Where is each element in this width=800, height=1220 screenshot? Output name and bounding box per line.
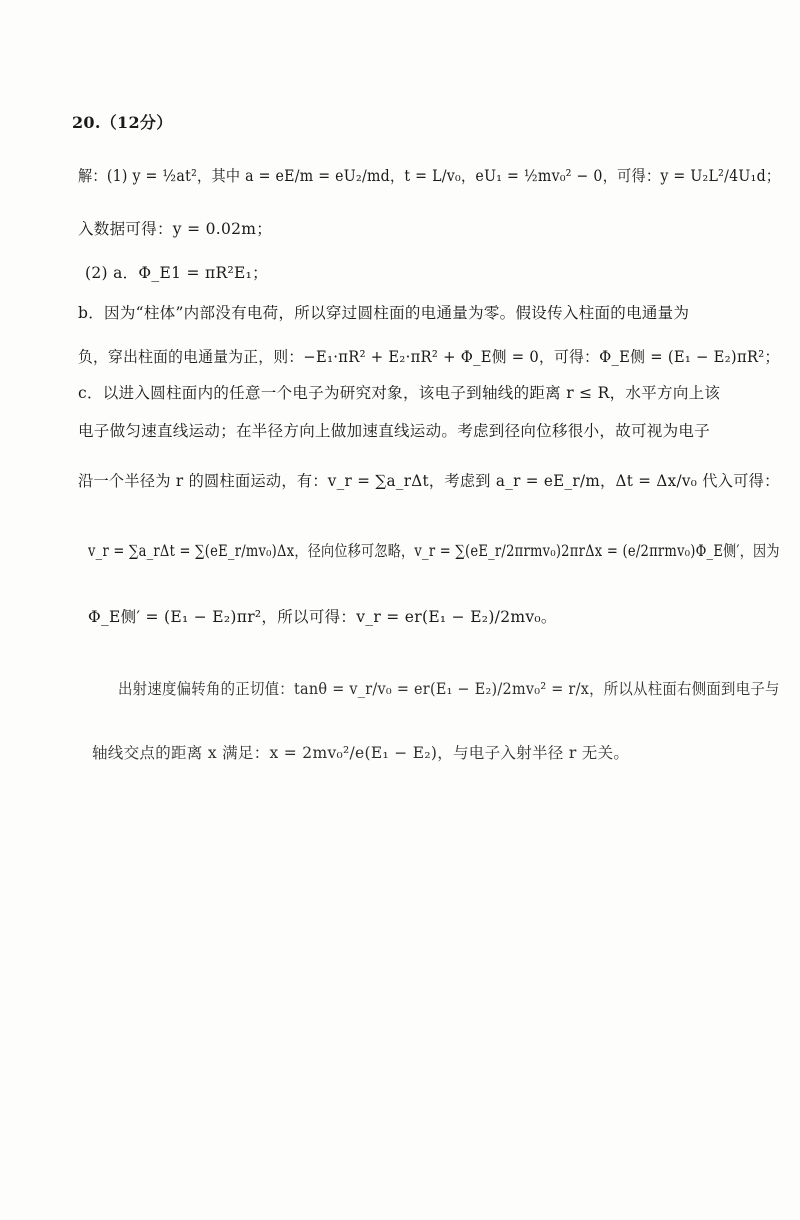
solution-part2c-line-4: v_r = ∑a_rΔt = ∑(eE_r/mv₀)Δx，径向位移可忽略，v_r = ∑(eE_r/2πrmv₀)2πrΔx = (e/2πrmv₀)Φ_E侧′，因为 — [88, 542, 780, 560]
solution-part2c-line-7: 轴线交点的距离 x 满足：x = 2mv₀²/e(E₁ − E₂)，与电子入射半径 r 无关。 — [92, 744, 630, 762]
solution-part2c-line-5: Φ_E侧′ = (E₁ − E₂)πr²，所以可得：v_r = er(E₁ − E₂)/2mv₀。 — [88, 608, 557, 626]
solution-part1-line: 解：(1) y = ½at²，其中 a = eE/m = eU₂/md，t = L/v₀，eU₁ = ½mv₀² − 0，可得：y = U₂L²/4U₁d； — [78, 167, 781, 185]
solution-part2b-line-2: 负，穿出柱面的电通量为正，则：−E₁·πR² + E₂·πR² + Φ_E侧 = 0，可得：Φ_E侧 = (E₁ − E₂)πR²； — [78, 348, 780, 366]
solution-part2c-line-3: 沿一个半径为 r 的圆柱面运动，有：v_r = ∑a_rΔt，考虑到 a_r = eE_r/m，Δt = Δx/v₀ 代入可得： — [78, 472, 780, 490]
solution-part2b-line-1: b．因为“柱体”内部没有电荷，所以穿过圆柱面的电通量为零。假设传入柱面的电通量为 — [78, 304, 690, 322]
solution-part2a-line: (2) a．Φ_E1 = πR²E₁； — [85, 264, 268, 282]
solution-part2c-line-2: 电子做匀速直线运动；在半径方向上做加速直线运动。考虑到径向位移很小，故可视为电子 — [78, 422, 711, 440]
solution-part2c-line-1: c．以进入圆柱面内的任意一个电子为研究对象，该电子到轴线的距离 r ≤ R，水平方向上该 — [78, 384, 721, 402]
solution-part2c-line-6: 出射速度偏转角的正切值：tanθ = v_r/v₀ = er(E₁ − E₂)/2mv₀² = r/x，所以从柱面右侧面到电子与 — [118, 680, 780, 698]
solution-result-line: 入数据可得：y = 0.02m； — [78, 220, 273, 238]
question-heading: 20.（12分） — [72, 113, 173, 132]
